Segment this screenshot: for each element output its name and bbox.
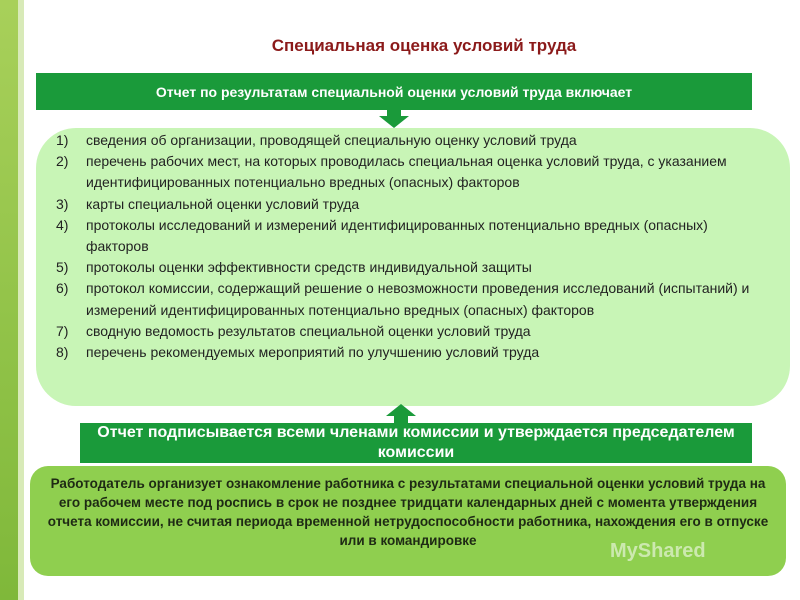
report-items-list [56, 130, 756, 363]
list-item: 7) сводную ведомость результатов специальной оценки условий труда [56, 322, 531, 339]
employer-note-text: Работодатель организует ознакомление работника с результатами специальной оценки условий труда на его рабочем месте под роспись в срок не позднее тридцати календарных дней с момента утверждения отчета комиссии, не считая периода временной нетрудоспособности работника, нахождения его в отпуске или в командировке [47, 476, 769, 548]
list-item: 3) карты специальной оценки условий труда [56, 195, 360, 212]
list-item: 8) перечень рекомендуемых мероприятий по улучшению условий труда [56, 344, 540, 361]
arrow-up-icon [386, 404, 416, 424]
watermark-logo: MyShared [610, 540, 706, 562]
list-item: 5) протоколы оценки эффективности средств индивидуальной защиты [56, 259, 532, 276]
decorative-stripe [0, 0, 18, 600]
list-item: 4) протоколы исследований и измерений идентифицированных потенциально вредных (опасных) факторов [56, 216, 708, 255]
list-item: 2) перечень рабочих мест, на которых проводилась специальная оценка условий труда, с указанием идентифицированных потенциально вредных (опасных) факторов [56, 153, 727, 191]
list-item: 6) протокол комиссии, содержащий решение о невозможности проведения исследований (испытаний) и измерений идентифицированных потенциально вредных (опасных) факторов [56, 280, 750, 318]
slide-title: Специальная оценка условий труда [271, 36, 577, 55]
report-header-bar: Отчет по результатам специальной оценки условий труда включает [36, 73, 752, 110]
arrow-down-icon [379, 110, 409, 128]
decorative-stripe-light [18, 0, 24, 600]
list-item: 1) сведения об организации, проводящей специальную оценку условий труда [56, 132, 577, 148]
signature-bar: Отчет подписывается всеми членами комиссии и утверждается председателем комиссии [80, 423, 752, 463]
